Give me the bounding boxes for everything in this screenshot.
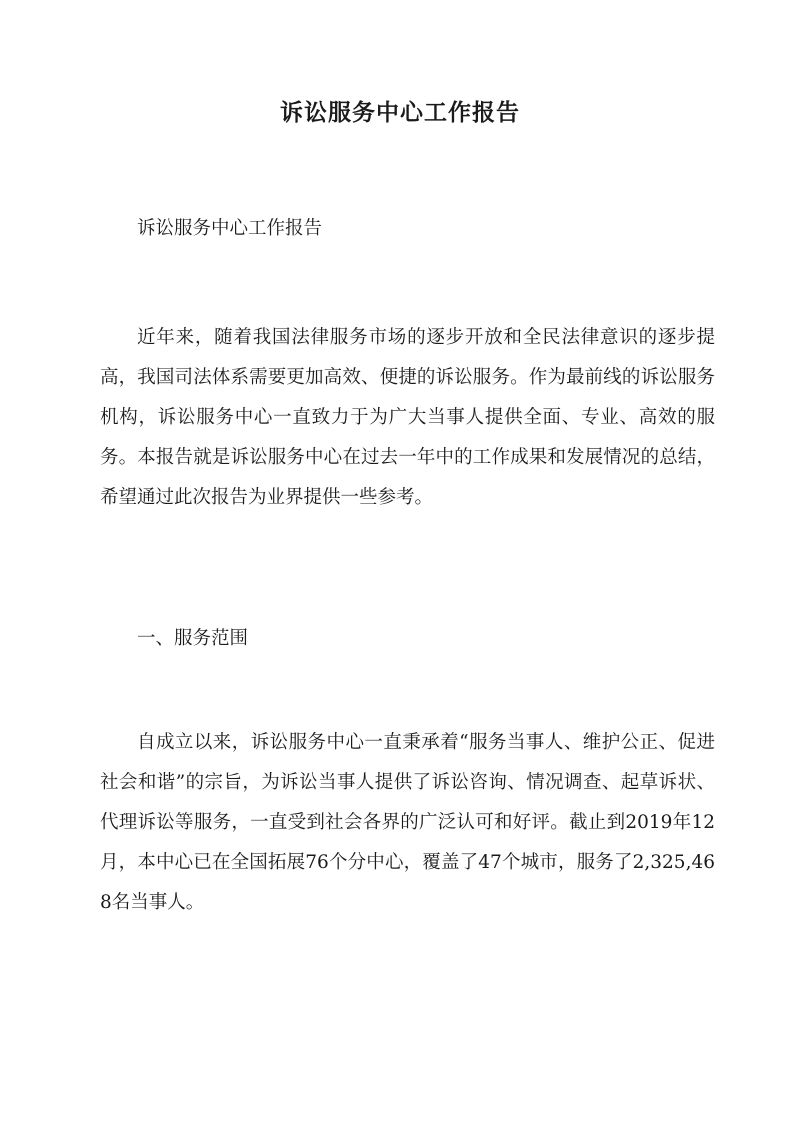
intro-paragraph: 近年来，随着我国法律服务市场的逐步开放和全民法律意识的逐步提高，我国司法体系需要更加高效、便捷的诉讼服务。作为最前线的诉讼服务机构，诉讼服务中心一直致力于为广大当事人提供全面、专业、高效的服务。本报告就是诉讼服务中心在过去一年中的工作成果和发展情况的总结，希望通过此次报告为业界提供一些参考。 [100,327,715,508]
section-paragraph: 自成立以来，诉讼服务中心一直秉承着“服务当事人、维护公正、促进社会和谐”的宗旨，为诉讼当事人提供了诉讼咨询、情况调查、起草诉状、代理诉讼等服务，一直受到社会各界的广泛认可和好评。截止到2019年12月，本中心已在全国拓展76个分中心，覆盖了47个城市，服务了2,325,468名当事人。 [100,732,715,913]
document-subtitle: 诉讼服务中心工作报告 [137,218,323,239]
document-title: 诉讼服务中心工作报告 [280,99,520,126]
section-heading: 一、服务范围 [137,628,249,649]
